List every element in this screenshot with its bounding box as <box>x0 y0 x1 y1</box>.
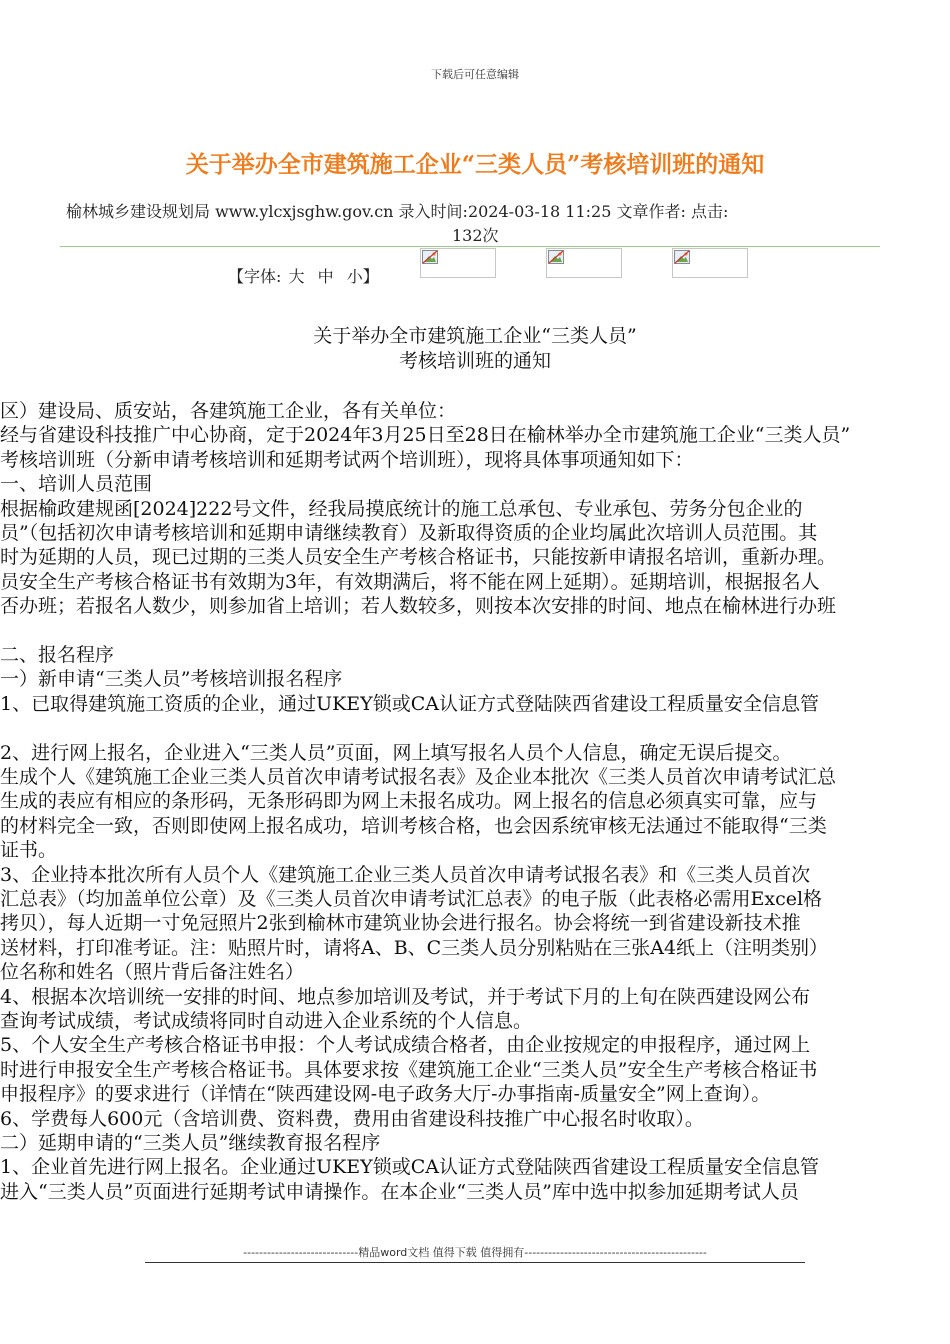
font-size-medium-link[interactable]: 中 <box>317 267 334 286</box>
body-line: 一）新申请“三类人员”考核培训报名程序 <box>0 668 343 691</box>
body-line: 的材料完全一致，否则即使网上报名成功，培训考核合格，也会因系统审核无法通过不能取得“三类 <box>0 814 827 837</box>
body-line: 位名称和姓名（照片背后备注姓名） <box>0 961 305 984</box>
article-meta: 榆林城乡建设规划局 www.ylcxjsghw.gov.cn 录入时间:2024-03-18 11:25 文章作者: 点击: <box>66 202 729 221</box>
body-line: 查询考试成绩，考试成绩将同时自动进入企业系统的个人信息。 <box>0 1010 533 1032</box>
body-line: 根据榆政建规函[2024]222号文件，经我局摸底统计的施工总承包、专业承包、劳务分包企业的 <box>0 497 803 520</box>
footer-divider <box>145 1262 805 1263</box>
body-line: 送材料，打印准考证。注：贴照片时，请将A、B、C三类人员分别粘贴在三张A4纸上（注明类别） <box>0 936 829 959</box>
body-line: 拷贝），每人近期一寸免冠照片2张到榆林市建筑业协会进行报名。协会将统一到省建设新技术推 <box>0 912 801 935</box>
title-divider <box>60 246 880 247</box>
body-line: 生成的表应有相应的条形码，无条形码即为网上未报名成功。网上报名的信息必须真实可靠，应与 <box>0 790 818 813</box>
body-line: 二）延期申请的“三类人员”继续教育报名程序 <box>0 1132 381 1154</box>
broken-image-icon <box>674 250 690 264</box>
body-line: 员”（包括初次申请考核培训和延期申请继续教育）及新取得资质的企业均属此次培训人员范围。其 <box>0 522 818 544</box>
body-line: 进入“三类人员”页面进行延期考试申请操作。在本企业“三类人员”库中选中拟参加延期考试人员 <box>0 1180 799 1203</box>
body-line: 员安全生产考核合格证书有效期为3年，有效期满后，将不能在网上延期）。延期培训，根据报名人 <box>0 570 820 593</box>
body-line: 考核培训班（分新申请考核培训和延期考试两个培训班），现将具体事项通知如下： <box>0 448 694 471</box>
body-line: 1、企业首先进行网上报名。企业通过UKEY锁或CA认证方式登陆陕西省建设工程质量安全信息管 <box>0 1156 819 1179</box>
subtitle-line-2: 考核培训班的通知 <box>398 350 551 372</box>
broken-image-icon <box>548 250 564 264</box>
body-line: 时进行申报安全生产考核合格证书。具体要求按《建筑施工企业“三类人员”安全生产考核合格证书 <box>0 1058 818 1081</box>
body-line: 1、已取得建筑施工资质的企业，通过UKEY锁或CA认证方式登陆陕西省建设工程质量安全信息管 <box>0 692 819 715</box>
click-count: 132次 <box>452 226 499 245</box>
footer-note: -----------------------------精品word文档 值得下载 值得拥有---------------------------------------------- <box>243 1246 707 1259</box>
font-size-switcher <box>228 264 379 287</box>
body-line: 经与省建设科技推广中心协商，定于2024年3月25日至28日在榆林举办全市建筑施工企业“三类人员” <box>0 424 851 447</box>
body-line: 申报程序》的要求进行（详情在“陕西建设网-电子政务大厅-办事指南-质量安全”网上查询）。 <box>0 1083 771 1106</box>
body-line: 5、个人安全生产考核合格证书申报：个人考试成绩合格者，由企业按规定的申报程序，通过网上 <box>0 1034 811 1057</box>
broken-image-icon <box>422 250 438 264</box>
broken-image-2[interactable] <box>546 248 622 278</box>
font-size-label: 【字体: <box>228 267 282 286</box>
body-line: 一、培训人员范围 <box>0 473 153 496</box>
body-line: 2、进行网上报名，企业进入“三类人员”页面，网上填写报名人员个人信息，确定无误后提交。 <box>0 741 792 764</box>
body-line: 6、学费每人600元（含培训费、资料费，费用由省建设科技推广中心报名时收取）。 <box>0 1107 704 1130</box>
header-note: 下载后可任意编辑 <box>431 68 519 81</box>
body-line: 4、根据本次培训统一安排的时间、地点参加培训及考试，并于考试下月的上旬在陕西建设网公布 <box>0 985 811 1008</box>
body-line: 否办班；若报名人数少，则参加省上培训；若人数较多，则按本次安排的时间、地点在榆林进行办班 <box>0 595 837 618</box>
font-size-small-link[interactable]: 小】 <box>346 267 379 286</box>
broken-image-1[interactable] <box>420 248 496 278</box>
body-line: 生成个人《建筑施工企业三类人员首次申请考试报名表》及企业本批次《三类人员首次申请考试汇总 <box>0 766 837 788</box>
broken-image-3[interactable] <box>672 248 748 278</box>
body-line: 区）建设局、质安站，各建筑施工企业，各有关单位： <box>0 400 457 422</box>
body-line: 二、报名程序 <box>0 644 115 666</box>
body-line: 汇总表》（均加盖单位公章）及《三类人员首次申请考试汇总表》的电子版（此表格必需用Excel格 <box>0 888 823 910</box>
body-line: 3、企业持本批次所有人员个人《建筑施工企业三类人员首次申请考试报名表》和《三类人员首次 <box>0 863 811 886</box>
subtitle-line-1: 关于举办全市建筑施工企业“三类人员” <box>313 325 637 347</box>
body-line: 时为延期的人员，现已过期的三类人员安全生产考核合格证书，只能按新申请报名培训，重新办理。 <box>0 546 837 569</box>
body-line: 证书。 <box>0 839 58 862</box>
font-size-large-link[interactable]: 大 <box>288 267 305 286</box>
article-title: 关于举办全市建筑施工企业“三类人员”考核培训班的通知 <box>185 151 765 178</box>
